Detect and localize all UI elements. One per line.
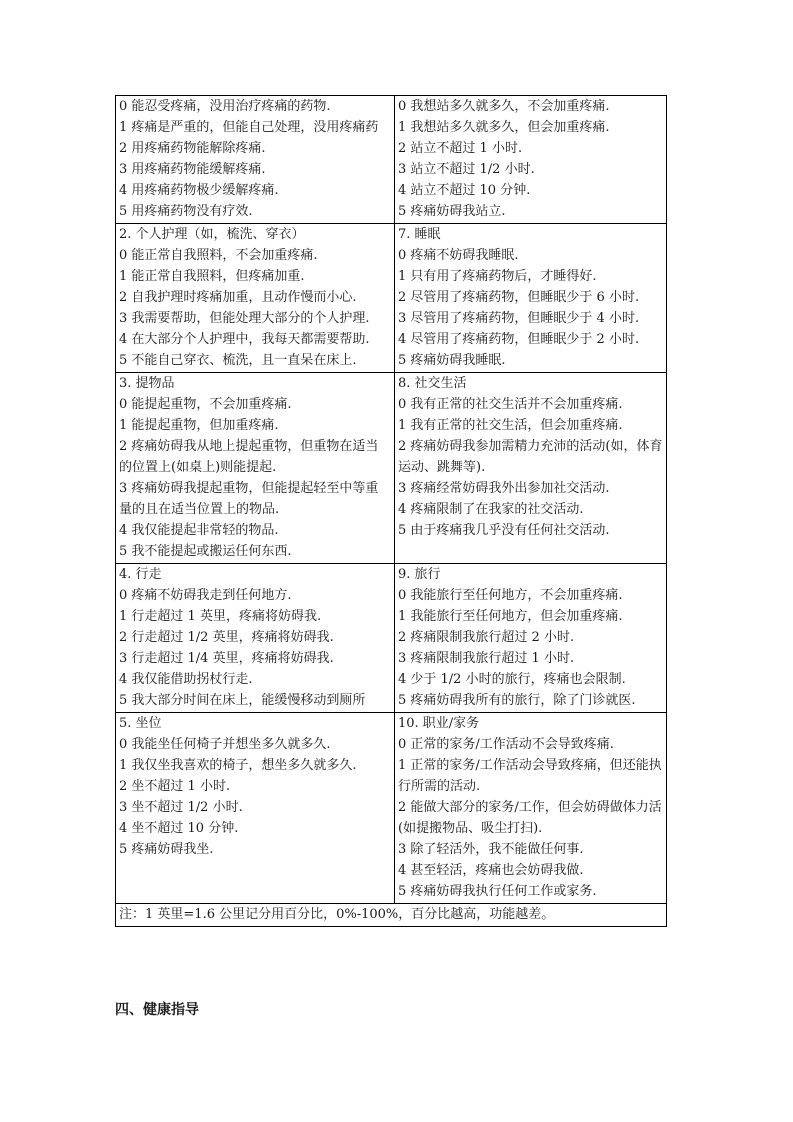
table-cell-right bbox=[395, 373, 667, 564]
option-line: 3 用疼痛药物能缓解疼痛. bbox=[119, 162, 266, 177]
option-line: 0 我能旅行至任何地方，不会加重疼痛. bbox=[398, 588, 623, 603]
option-line: 0 我能坐任何椅子并想坐多久就多久. bbox=[119, 737, 331, 752]
table-cell-left bbox=[116, 564, 395, 713]
table-note-row bbox=[116, 904, 667, 927]
option-line: 4 我仅能借助拐杖行走. bbox=[119, 672, 253, 687]
option-line: 5 疼痛妨碍我站立. bbox=[398, 204, 506, 219]
option-line: 3 站立不超过 1/2 小时. bbox=[398, 162, 535, 177]
table-row bbox=[116, 96, 667, 224]
option-line: 1 能正常自我照料，但疼痛加重. bbox=[119, 269, 305, 284]
option-line: 4 我仅能提起非常轻的物品. bbox=[119, 523, 279, 538]
option-line: 5 疼痛妨碍我执行任何工作或家务. bbox=[398, 884, 597, 899]
item-heading: 4. 行走 bbox=[119, 567, 162, 582]
option-line: 5 疼痛妨碍我坐. bbox=[119, 842, 214, 857]
table-row bbox=[116, 713, 667, 904]
option-line: 2 行走超过 1/2 英里，疼痛将妨碍我. bbox=[119, 630, 334, 645]
option-line: 5 不能自己穿衣、梳洗，且一直呆在床上. bbox=[119, 353, 357, 368]
option-line: 1 我有正常的社交生活，但会加重疼痛. bbox=[398, 418, 623, 433]
table-note: 注：1 英里=1.6 公里记分用百分比，0%-100%，百分比越高，功能越差。 bbox=[116, 904, 667, 927]
option-line: 1 疼痛是严重的，但能自己处理，没用疼痛药 bbox=[119, 120, 379, 135]
option-line: 1 我仅坐我喜欢的椅子，想坐多久就多久. bbox=[119, 758, 357, 773]
item-heading: 7. 睡眠 bbox=[398, 227, 441, 242]
option-line: 5 我大部分时间在床上，能缓慢移动到厕所 bbox=[119, 693, 366, 708]
item-heading: 5. 坐位 bbox=[119, 716, 162, 731]
option-line: 4 坐不超过 10 分钟. bbox=[119, 821, 239, 836]
table-cell-right bbox=[395, 713, 667, 904]
option-line: 3 我需要帮助，但能处理大部分的个人护理. bbox=[119, 311, 370, 326]
option-line: 5 疼痛妨碍我所有的旅行，除了门诊就医. bbox=[398, 693, 636, 708]
option-line: 0 能正常自我照料，不会加重疼痛. bbox=[119, 248, 318, 263]
option-line: 2 疼痛妨碍我从地上提起重物，但重物在适当的位置上(如桌上)则能提起. bbox=[119, 439, 379, 475]
option-line: 0 正常的家务/工作活动不会导致疼痛. bbox=[398, 737, 614, 752]
section-heading: 四、健康指导 bbox=[115, 1002, 199, 1018]
option-line: 2 能做大部分的家务/工作，但会妨碍做体力活(如提搬物品、吸尘打扫). bbox=[398, 800, 662, 836]
option-line: 3 疼痛经常妨碍我外出参加社交活动. bbox=[398, 481, 610, 496]
item-heading: 8. 社交生活 bbox=[398, 376, 467, 391]
option-line: 5 我不能提起或搬运任何东西. bbox=[119, 544, 292, 559]
table-cell-right bbox=[395, 224, 667, 373]
option-line: 0 我想站多久就多久，不会加重疼痛. bbox=[398, 99, 610, 114]
option-line: 1 能提起重物，但加重疼痛. bbox=[119, 418, 279, 433]
table-cell-left bbox=[116, 224, 395, 373]
table-cell-left bbox=[116, 96, 395, 224]
table-cell-left bbox=[116, 713, 395, 904]
option-line: 1 正常的家务/工作活动会导致疼痛，但还能执行所需的活动. bbox=[398, 758, 662, 794]
table-row bbox=[116, 564, 667, 713]
option-line: 0 我有正常的社交生活并不会加重疼痛. bbox=[398, 397, 623, 412]
table-cell-right bbox=[395, 96, 667, 224]
option-line: 0 能忍受疼痛，没用治疗疼痛的药物. bbox=[119, 99, 331, 114]
item-heading: 3. 提物品 bbox=[119, 376, 175, 391]
option-line: 1 我能旅行至任何地方，但会加重疼痛. bbox=[398, 609, 623, 624]
option-line: 5 用疼痛药物没有疗效. bbox=[119, 204, 253, 219]
item-heading: 10. 职业/家务 bbox=[398, 716, 480, 731]
option-line: 3 坐不超过 1/2 小时. bbox=[119, 800, 243, 815]
option-line: 2 站立不超过 1 小时. bbox=[398, 141, 523, 156]
option-line: 3 尽管用了疼痛药物，但睡眠少于 4 小时. bbox=[398, 311, 640, 326]
option-line: 3 疼痛妨碍我提起重物，但能提起轻至中等重量的且在适当位置上的物品. bbox=[119, 481, 379, 517]
item-heading: 9. 旅行 bbox=[398, 567, 441, 582]
table-cell-left bbox=[116, 373, 395, 564]
option-line: 4 疼痛限制了在我家的社交活动. bbox=[398, 502, 584, 517]
option-line: 1 只有用了疼痛药物后，才睡得好. bbox=[398, 269, 597, 284]
option-line: 3 行走超过 1/4 英里，疼痛将妨碍我. bbox=[119, 651, 334, 666]
option-line: 4 站立不超过 10 分钟. bbox=[398, 183, 531, 198]
option-line: 4 少于 1/2 小时的旅行，疼痛也会限制. bbox=[398, 672, 626, 687]
option-line: 5 由于疼痛我几乎没有任何社交活动. bbox=[398, 523, 610, 538]
option-line: 4 在大部分个人护理中，我每天都需要帮助. bbox=[119, 332, 370, 347]
option-line: 2 疼痛妨碍我参加需精力充沛的活动(如，体育运动、跳舞等). bbox=[398, 439, 663, 475]
option-line: 1 行走超过 1 英里，疼痛将妨碍我. bbox=[119, 609, 322, 624]
option-line: 2 自我护理时疼痛加重，且动作慢而小心. bbox=[119, 290, 357, 305]
option-line: 0 疼痛不妨碍我走到任何地方. bbox=[119, 588, 292, 603]
table-cell-right bbox=[395, 564, 667, 713]
option-line: 2 疼痛限制我旅行超过 2 小时. bbox=[398, 630, 575, 645]
option-line: 4 用疼痛药物极少缓解疼痛. bbox=[119, 183, 279, 198]
table-row bbox=[116, 224, 667, 373]
option-line: 4 甚至轻活，疼痛也会妨碍我做. bbox=[398, 863, 584, 878]
option-line: 2 尽管用了疼痛药物，但睡眠少于 6 小时. bbox=[398, 290, 640, 305]
option-line: 1 我想站多久就多久，但会加重疼痛. bbox=[398, 120, 610, 135]
option-line: 2 坐不超过 1 小时. bbox=[119, 779, 231, 794]
oswestry-disability-table bbox=[115, 95, 667, 927]
option-line: 0 疼痛不妨碍我睡眠. bbox=[398, 248, 519, 263]
item-heading: 2. 个人护理（如，梳洗、穿衣） bbox=[119, 227, 305, 242]
option-line: 3 除了轻活外，我不能做任何事. bbox=[398, 842, 584, 857]
option-line: 5 疼痛妨碍我睡眠. bbox=[398, 353, 506, 368]
table-row bbox=[116, 373, 667, 564]
option-line: 4 尽管用了疼痛药物，但睡眠少于 2 小时. bbox=[398, 332, 640, 347]
option-line: 0 能提起重物，不会加重疼痛. bbox=[119, 397, 292, 412]
option-line: 2 用疼痛药物能解除疼痛. bbox=[119, 141, 266, 156]
table-body bbox=[116, 96, 667, 927]
option-line: 3 疼痛限制我旅行超过 1 小时. bbox=[398, 651, 575, 666]
